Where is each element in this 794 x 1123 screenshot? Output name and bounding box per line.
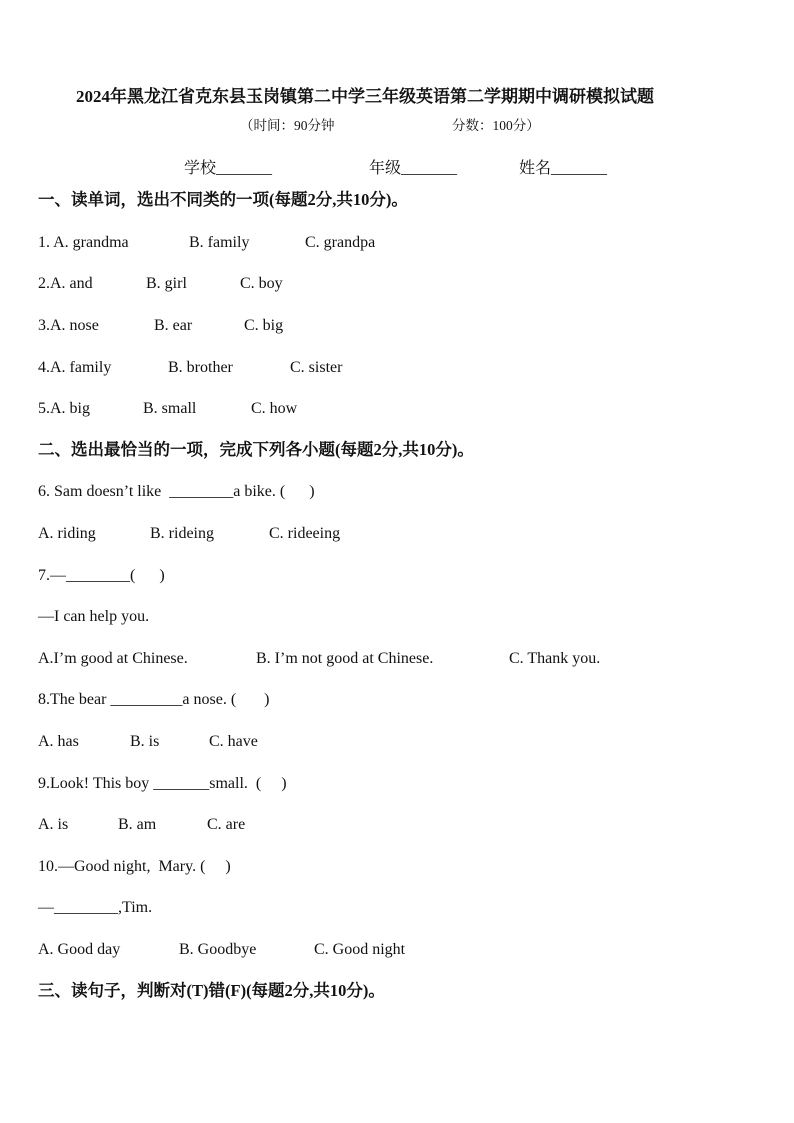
page-title: 2024年黑龙江省克东县玉岗镇第二中学三年级英语第二学期期中调研模拟试题 — [76, 87, 654, 106]
option-b[interactable]: B. I’m not good at Chinese. — [256, 650, 434, 667]
question-stem: —________,Tim. — [38, 899, 153, 916]
option-a[interactable]: 5.A. big — [38, 400, 90, 417]
option-c[interactable]: C. big — [244, 317, 284, 334]
option-c[interactable]: C. are — [207, 816, 246, 833]
option-c[interactable]: C. Thank you. — [509, 650, 601, 667]
option-b[interactable]: B. rideing — [150, 525, 214, 542]
option-a[interactable]: A. is — [38, 816, 69, 833]
option-a[interactable]: A. riding — [38, 525, 96, 542]
option-b[interactable]: B. Goodbye — [179, 941, 257, 958]
question-stem: —I can help you. — [38, 608, 150, 625]
option-a[interactable]: A. has — [38, 733, 79, 750]
question-stem: 6. Sam doesn’t like ________a bike. ( ) — [38, 483, 315, 500]
option-c[interactable]: C. rideeing — [269, 525, 341, 542]
question-stem: 7.—________( ) — [38, 567, 165, 584]
question-stem: 10.—Good night, Mary. ( ) — [38, 858, 231, 875]
option-c[interactable]: C. boy — [240, 275, 283, 292]
option-c[interactable]: C. sister — [290, 359, 343, 376]
option-a[interactable]: A. Good day — [38, 941, 121, 958]
option-c[interactable]: C. have — [209, 733, 258, 750]
option-b[interactable]: B. ear — [154, 317, 193, 334]
section-heading: 三、读句子，判断对(T)错(F)(每题2分,共10分)。 — [38, 981, 385, 1000]
option-b[interactable]: B. small — [143, 400, 197, 417]
option-c[interactable]: C. grandpa — [305, 234, 376, 251]
question-stem: 8.The bear _________a nose. ( ) — [38, 691, 270, 708]
option-a[interactable]: 2.A. and — [38, 275, 93, 292]
option-b[interactable]: B. am — [118, 816, 157, 833]
name-field[interactable]: 姓名_______ — [519, 160, 608, 177]
option-b[interactable]: B. is — [130, 733, 160, 750]
option-a[interactable]: 4.A. family — [38, 359, 112, 376]
grade-field[interactable]: 年级_______ — [369, 160, 458, 177]
option-c[interactable]: C. Good night — [314, 941, 406, 958]
section-heading: 二、选出最恰当的一项，完成下列各小题(每题2分,共10分)。 — [38, 440, 474, 459]
option-b[interactable]: B. family — [189, 234, 250, 251]
option-a[interactable]: 3.A. nose — [38, 317, 99, 334]
option-b[interactable]: B. brother — [168, 359, 233, 376]
section-heading: 一、读单词，选出不同类的一项(每题2分,共10分)。 — [38, 190, 408, 209]
option-b[interactable]: B. girl — [146, 275, 187, 292]
option-a[interactable]: 1. A. grandma — [38, 234, 129, 251]
exam-time: （时间：90分钟 — [240, 118, 335, 133]
option-a[interactable]: A.I’m good at Chinese. — [38, 650, 188, 667]
question-stem: 9.Look! This boy _______small. ( ) — [38, 775, 287, 792]
exam-score: 分数：100分） — [452, 118, 540, 133]
option-c[interactable]: C. how — [251, 400, 298, 417]
school-field[interactable]: 学校_______ — [184, 160, 273, 177]
